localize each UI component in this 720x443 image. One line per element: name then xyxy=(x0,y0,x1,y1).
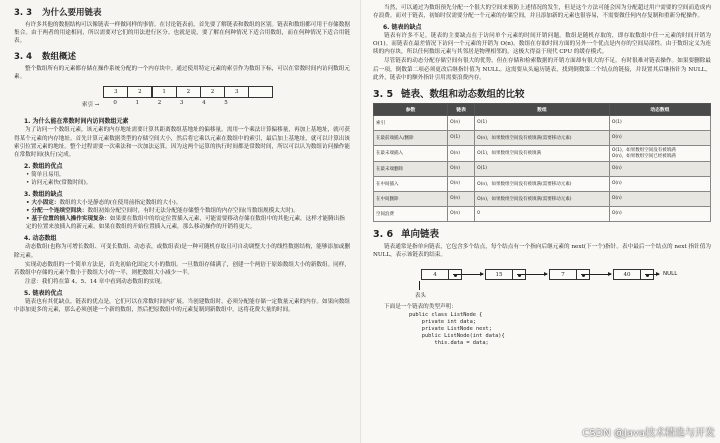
table-cell: O(1) xyxy=(609,115,710,130)
table-header: 链表 xyxy=(448,103,475,115)
paragraph-4a: 动态数组(也称为可增长数组、可变长数组、动态表，或数组表)是一种可随机存取且可自动调整大小的线性数据结构，能够添加或删除元素。 xyxy=(14,244,350,259)
table-cell: O(n)，如果数组空间没有被填满(需要移动元素) xyxy=(475,176,610,191)
paragraph-6b: 尽管链表的动态分配存储空间有很大的优势，但在存储和检索数据的开销方面却有很大的不足。有时很难对链表操作。如果要删除最后一项，倒数第二项必须更改后继指针值为 NULL。这需要从头遍历链表，找到倒数第二个结点的链接，并设置其后继指针为 NULL。此外，链表中的额外指针引用需要浪费内存。 xyxy=(373,58,711,81)
list-node: 40 xyxy=(613,269,654,280)
table-cell: 空间浪费 xyxy=(374,206,448,221)
list-node: 4 xyxy=(421,269,462,280)
bullet-item: • 简单且易用。 xyxy=(26,171,65,178)
array-index: 3 xyxy=(179,100,184,107)
linked-list-figure xyxy=(373,261,711,301)
array-cell: 1 xyxy=(152,86,177,98)
table-cell: 在中间插入 xyxy=(374,176,448,191)
table-cell: O(n) xyxy=(609,206,710,221)
table-row xyxy=(374,191,711,206)
array-figure xyxy=(14,84,350,112)
watermark: CSDN @Java技术精选与开发 xyxy=(582,428,715,439)
section-3-4-text: 整个数组所有的元素都存储在操作系统分配的一个内存块中。通过使用特定元素的索引作为数组下标，可以在常数时间内访问数组元素。 xyxy=(14,66,350,81)
table-cell: 在最前端插入/删除 xyxy=(374,130,448,145)
table-cell: O(1)，如果数组空间没有被填满 O(n)，如果数组空间已经被填满 xyxy=(609,145,710,161)
subheading-6: 6. 链表的缺点 xyxy=(383,24,422,32)
table-row xyxy=(374,145,711,161)
table-cell: 在最末端插入 xyxy=(374,145,448,161)
table-header: 动态数组 xyxy=(609,103,710,115)
table-cell: 在中间删除 xyxy=(374,191,448,206)
table-row xyxy=(374,206,711,221)
array-index: 0 xyxy=(113,100,117,107)
bullet-item: • 基于位置的插入操作实现复杂：如果要在数组中的给定位置插入元素，可能需要移动存储在数组中的其他元素，这样才能腾出指定的位置来放插入的新元素。如果在数组的开始位置插入元素，那么移动操作的开销将更大。 xyxy=(26,216,345,231)
table-cell: O(1) xyxy=(448,130,475,145)
head-pointer xyxy=(419,281,420,290)
table-header: 参数 xyxy=(374,103,448,115)
paragraph-4b: 实现动态数组的一个简单方法是，首先初始化固定大小的数组。一旦数组存储满了，创建一个两倍于原始数组大小的新数组。同样，若数组中存储的元素个数小于数组大小的一半，则把数组大小减少一半。 xyxy=(14,261,350,276)
paragraph-5: 链表也有其优缺点。链表的优点是，它们可以在常数时间内扩展。当创建数组时，必须分配能存储一定数量元素的内存。如果向数组中添加更多的元素，那么必须创建一个新的数组，然后把原数组中的元素复制到新数组中，这将花费大量的时间。 xyxy=(14,298,350,313)
table-cell: O(n) xyxy=(448,115,475,130)
array-cell: 2 xyxy=(176,86,201,98)
table-cell: O(n) xyxy=(609,191,710,206)
comparison-table xyxy=(373,103,711,222)
array-cell: 2 xyxy=(200,86,225,98)
table-cell: O(n) xyxy=(609,176,710,191)
table-cell: O(n) xyxy=(448,206,475,221)
paragraph-4c: 注意：我们将在第 4、5、14 章中看到动态数组的实现。 xyxy=(25,278,166,285)
table-cell: O(n) xyxy=(448,145,475,161)
right-page xyxy=(360,0,720,443)
table-cell: O(1) xyxy=(475,115,610,130)
bullet-item: • 分配一个连续空间块：数组初始分配空间时，有时无法分配能存储整个数组的内存空间(当数组规模太大时)。 xyxy=(26,208,299,215)
paragraph-1: 为了访问一个数组元素，该元素的内存地址需要计算其距离数组基地址的偏移量。需用一个乘法计算偏移量，再加上基地址，就可获得某个元素的内存地址。首先计算元素数据类型的存储空间大小，然后将它乘以元素在数组中的索引，最后加上基地址，就可以计算出该索引位置元素的地址。整个过程需要一次乘法和一次加法运算。因为这两个运算的执行时间都是常数时间，所以可以认为数组访问操作能在常数时间(执行)完成。 xyxy=(14,127,350,158)
array-index: 5 xyxy=(224,100,228,107)
array-index-label: 索引 → xyxy=(82,102,100,109)
table-cell: O(n) xyxy=(609,161,710,176)
table-cell: 索引 xyxy=(374,115,448,130)
subheading-3: 3. 数组的缺点 xyxy=(24,191,63,199)
table-cell: O(n) xyxy=(448,176,475,191)
table-cell: O(n) xyxy=(448,161,475,176)
table-cell: O(1)，如果数组空间没有被填满 xyxy=(475,145,610,161)
array-cell: 3 xyxy=(103,86,128,98)
table-cell: 0 xyxy=(475,206,610,221)
arrow-icon xyxy=(645,274,659,275)
array-cell: 3 xyxy=(224,86,249,98)
head-label: 表头 xyxy=(415,292,427,299)
array-index: 2 xyxy=(157,100,162,107)
bullet-item: • 访问元素快(常数时间)。 xyxy=(26,179,92,186)
table-cell: 在最末端删除 xyxy=(374,161,448,176)
table-row xyxy=(374,115,711,130)
table-cell: O(n)，如果数组空间没有被填满(需要移动元素) xyxy=(475,130,610,145)
array-cell xyxy=(248,86,273,98)
list-node: 15 xyxy=(485,269,526,280)
table-cell: O(n) xyxy=(609,130,710,145)
table-row xyxy=(374,130,711,145)
table-header: 数组 xyxy=(475,103,610,115)
code-block: public class ListNode { private int data; private ListNode next; public ListNode(int data){ this.data = data; xyxy=(409,312,505,347)
paragraph-declaration: 下面是一个链表的类型声明： xyxy=(384,303,457,310)
section-3-3-heading: 3. 3 为什么要用链表 xyxy=(14,8,102,18)
array-index: 4 xyxy=(202,100,206,107)
bullet-item: • 大小固定：数组的大小是静态的(在使用前指定数组的大小)。 xyxy=(26,200,182,207)
arrow-icon xyxy=(581,274,611,275)
paragraph-6a: 链表有许多不足。链表的主要缺点在于访问单个元素的时间开销问题。数组是随机存取的，即存取数组中任一元素的时间开销为 O(1)。而链表在最差情况下访问一个元素的开销为 O(n)。数组在存取时间方面的另外一个优点是内存的空间局部性。由于数组定义为连续的内存块，所以任何数组元素与其邻居是物理相邻的。这极大得益于现代 CPU 的缓存模式。 xyxy=(373,33,711,56)
section-3-6-heading: 3. 6 单向链表 xyxy=(373,228,440,240)
table-cell: O(n) xyxy=(448,191,475,206)
section-3-4-heading: 3. 4 数组概述 xyxy=(14,52,77,63)
paragraph-top: 当然，可以通过为数组预先分配一个很大的空间来预防上述情况的发生，但是这个方法可能会因为分配超过用户需要的空间而造成内存浪费。而对于链表，初始时仅需要分配一个元素的存储空间，并且添加新的元素也很容易，不需要做任何内存复制和重新分配操作。 xyxy=(373,5,711,20)
subheading-4: 4. 动态数组 xyxy=(24,235,57,243)
arrow-icon xyxy=(453,274,483,275)
section-3-3-text: 有许多其他的数据结构可以像链表一样做同样的事情。在讨论链表前，首先要了解链表和数组的区别。链表和数组都可用于存储数据集合。由于两者的用途相同，所以需要对它们的用法进行区分。也就是说，要了解在何种情况下适合用数组，而在何种情况下适合用链表。 xyxy=(14,22,350,45)
null-label: NULL xyxy=(663,270,678,277)
arrow-icon xyxy=(517,274,547,275)
subheading-1: 1. 为什么能在常数时间内访问数组元素 xyxy=(24,118,129,126)
subheading-5: 5. 链表的优点 xyxy=(24,289,63,297)
table-row xyxy=(374,176,711,191)
table-row xyxy=(374,161,711,176)
table-cell: O(n)，如果数组空间没有被填满(需要移动元素) xyxy=(475,191,610,206)
paragraph-3-6: 链表通常是指单向链表，它包含多个结点，每个结点有一个指向后继元素的 next(下一个)指针。表中最后一个结点的 next 指针值为 NULL，表示该链表的结束。 xyxy=(373,243,711,258)
table-cell: O(1) xyxy=(475,161,610,176)
list-node: 7 xyxy=(549,269,590,280)
array-cell: 2 xyxy=(127,86,152,98)
array-index: 1 xyxy=(135,100,140,107)
section-3-5-heading: 3. 5 链表、数组和动态数组的比较 xyxy=(373,88,525,100)
subheading-2: 2. 数组的优点 xyxy=(24,162,63,170)
